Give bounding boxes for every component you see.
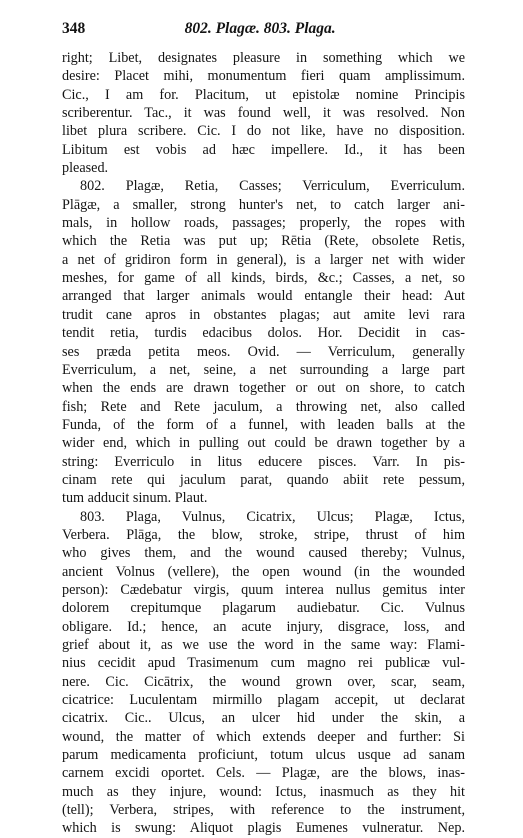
text-line: dolorem crepitumque plagarum audiebatur. Cic. Vulnus xyxy=(62,600,465,617)
text-line: Everriculum, a net, seine, a net surrounding a large part xyxy=(62,361,465,378)
section-heading-802: 802. Plagæ, Retia, Casses; Verriculum, Everriculum. xyxy=(80,178,465,195)
text-line: Verbera. Plāga, the blow, stroke, stripe, thrust of him xyxy=(62,526,465,543)
running-title: 802. Plagæ. 803. Plaga. xyxy=(184,20,336,37)
text-line: who gives them, and the wound caused thereby; Vulnus, xyxy=(62,545,465,562)
text-line: when the ends are drawn together or out on shore, to catch xyxy=(62,380,465,397)
text-line: parum medicamenta proficiunt, totum ulcus usque ad sanam xyxy=(62,747,465,764)
text-line: (tell); Verbera, stripes, with reference to the instrument, xyxy=(62,802,465,819)
text-line: a net of gridiron form in general), is a larger net with wider xyxy=(62,251,465,268)
section-heading-803: 803. Plaga, Vulnus, Cicatrix, Ulcus; Plagæ, Ictus, xyxy=(80,508,465,525)
text-line: meshes, for game of all kinds, birds, &c.; Casses, a net, so xyxy=(62,270,465,287)
text-line: grief about it, as we use the word in the same way: Flami- xyxy=(62,637,465,653)
text-line: carnem excidi oportet. Cels. — Plagæ, are the blows, inas- xyxy=(62,765,465,782)
text-line: nere. Cic. Cicātrix, the wound grown over, scar, seam, xyxy=(62,673,465,690)
page-body xyxy=(62,49,465,838)
text-line: nius cecidit apud Trasimenum cum magno rei publicæ vul- xyxy=(62,655,465,672)
text-line: obligare. Id.; hence, an acute injury, disgrace, loss, and xyxy=(62,618,465,635)
text-line: ses præda petita meos. Ovid. — Verriculum, generally xyxy=(62,343,465,360)
text-line: scriberentur. Tac., it was found well, it was resolved. Non xyxy=(62,105,465,122)
text-line: pleased. xyxy=(62,160,109,177)
text-line: Funda, of the form of a funnel, with leaden balls at the xyxy=(62,416,465,433)
text-line: much as they injure, wound: Ictus, inasmuch as they hit xyxy=(62,783,465,800)
text-line: Plāgæ, a smaller, strong hunter's net, to catch larger ani- xyxy=(62,196,465,213)
text-line: tendit retia, turdis edacibus dolos. Hor. Decidit in cas- xyxy=(62,325,465,342)
text-line: ancient Volnus (vellere), the open wound (in the wounded xyxy=(62,563,465,580)
text-line: cicatrice: Luculentam mirmillo plagam accepit, ut declarat xyxy=(62,692,465,709)
text-line: right; Libet, designates pleasure in something which we xyxy=(62,50,465,66)
text-line: Libitum est vobis ad hæc impellere. Id., it has been xyxy=(62,141,465,158)
text-line: which is swung: Aliquot plagis Eumenes vulneratur. Nep. xyxy=(62,820,465,837)
text-line: cicatrix. Cic.. Ulcus, an ulcer hid under the skin, a xyxy=(62,710,465,727)
text-line: arranged that larger animals would entangle their head: Aut xyxy=(62,288,465,305)
text-line: wider end, which in pulling out could be drawn together by a xyxy=(62,435,465,452)
text-line: person): Cædebatur virgis, quum interea nullus gemitus inter xyxy=(62,581,465,598)
text-line: Cic., I am for. Placitum, ut epistolæ nomine Principis xyxy=(62,86,465,103)
text-line: mals, in hollow roads, passages; properly, the ropes with xyxy=(62,215,465,232)
text-line: wound, the matter of which extends deeper and further: Si xyxy=(62,728,465,745)
text-line: string: Everriculo in litus educere pisces. Varr. In pis- xyxy=(62,453,465,470)
page-header xyxy=(62,20,465,42)
text-line: cinam rete qui jaculum parat, quando abiit rete pessum, xyxy=(62,471,465,488)
text-line: desire: Placet mihi, monumentum fieri quam amplissimum. xyxy=(62,68,465,85)
text-line: libet plura scribere. Cic. I do not like, have no disposition. xyxy=(62,123,465,140)
text-line: tum adducit sinum. Plaut. xyxy=(62,490,208,507)
text-line: fish; Rete and Rete jaculum, a throwing net, also called xyxy=(62,398,465,415)
page-number: 348 xyxy=(62,20,86,37)
text-line: trudit cane apros in obstantes plagas; aut amite levi rara xyxy=(62,306,465,323)
text-line: which the Retia was put up; Rētia (Rete, obsolete Retis, xyxy=(62,233,465,250)
